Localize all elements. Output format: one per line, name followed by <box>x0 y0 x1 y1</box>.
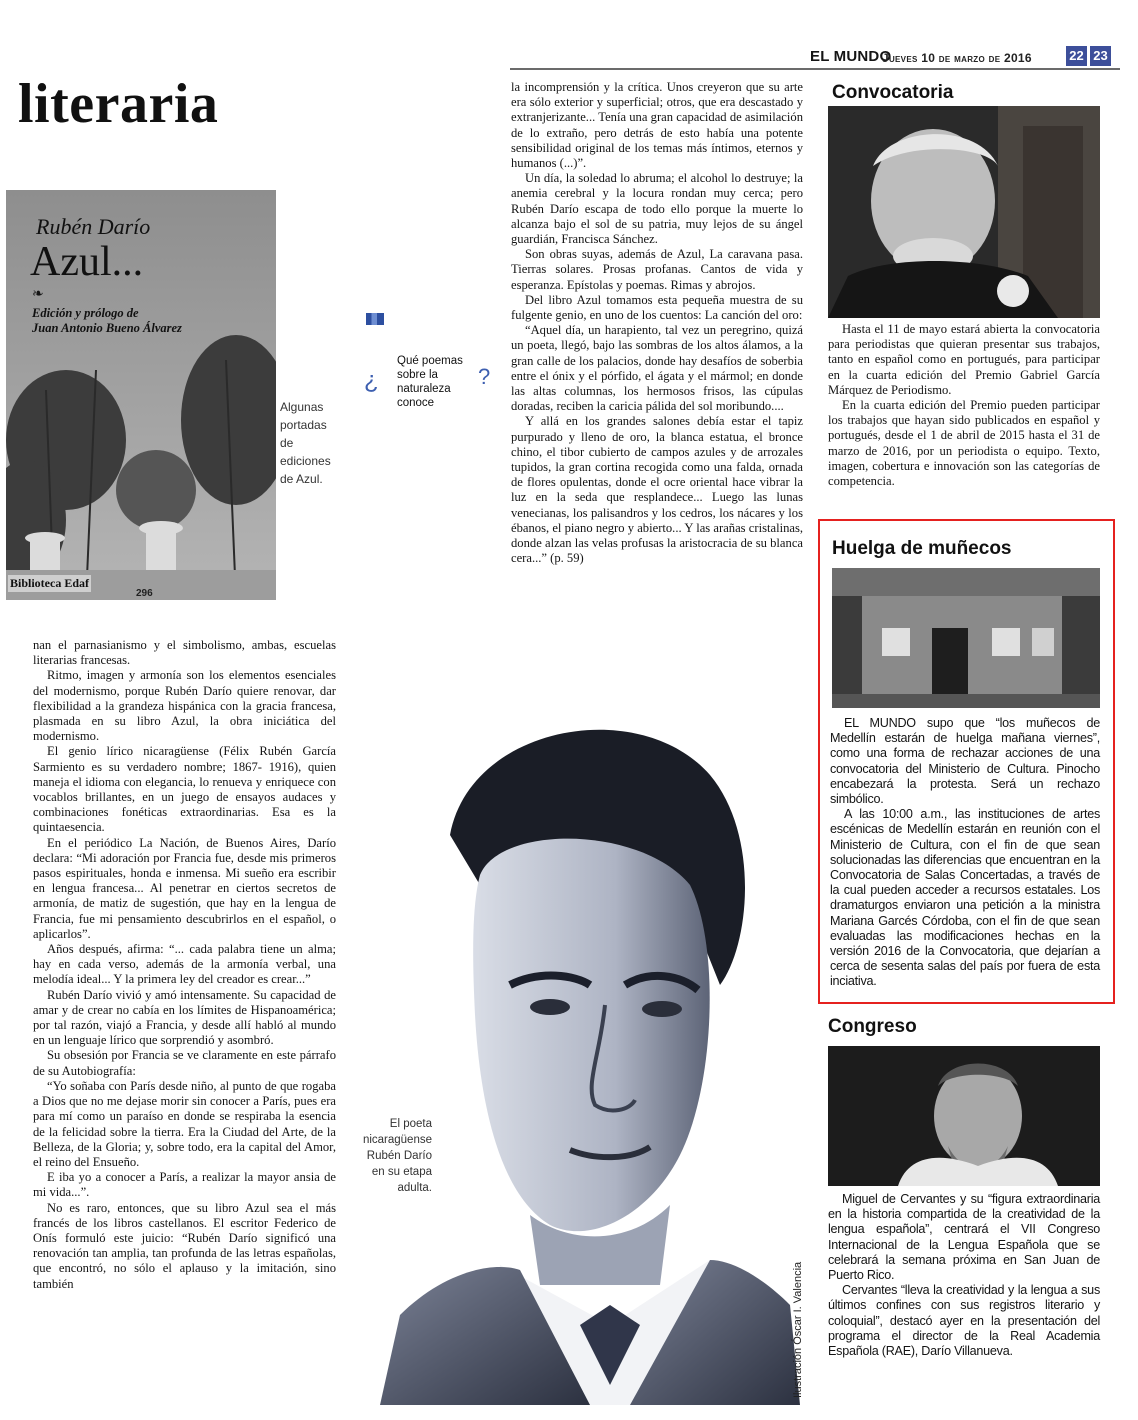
huelga-photo <box>832 568 1100 708</box>
huelga-heading: Huelga de muñecos <box>832 538 1012 559</box>
huelga-body <box>830 716 1100 990</box>
portrait-caption: El poeta nicaragüense Rubén Darío en su etapa adulta. <box>362 1118 432 1194</box>
page-number-left: 22 <box>1066 46 1087 66</box>
paragraph: Su obsesión por Francia se ve claramente en este párrafo de su Autobiografía: <box>33 1048 336 1078</box>
publication-date: Jueves 10 de marzo de 2016 <box>882 51 1032 65</box>
paragraph: nan el parnasianismo y el simbolismo, ambas, escuelas literarias francesas. <box>33 638 336 668</box>
cervantes-portrait-photo <box>828 1046 1100 1186</box>
paragraph: Un día, la soledad lo abruma; el alcohol lo destruye; la anemia cerebral y la locura rondan muy cerca; pero Rubén Darío escapa de todo ello porque la muerte lo alcanza bajo el sol de su patria, muy lejos de su ángel guardián, Francisca Sánchez. <box>511 171 803 247</box>
paragraph: Miguel de Cervantes y su “figura extraordinaria en la historia compartida de la creatividad de la lengua española”, centrará el VII Congreso Internacional de la Lengua Española que se celebrará la semana próxima en San Juan de Puerto Rico. <box>828 1192 1100 1283</box>
question-open-mark: ¿ <box>364 367 379 394</box>
cover-edition-line2: Juan Antonio Bueno Álvarez <box>32 321 182 335</box>
section-title: literaria <box>18 73 219 135</box>
paragraph: E iba yo a conocer a París, a realizar la mayor ansia de mi vida...”. <box>33 1170 336 1200</box>
paragraph: Años después, afirma: “... cada palabra tiene un alma; hay en cada verso, además de la armonía verbal, una melodía ideal... Y la primera ley del creador es crear...” <box>33 942 336 987</box>
article-column-middle <box>511 80 803 567</box>
paragraph: Y allá en los grandes salones debía estar el tapiz purpurado y lleno de oro, la blanca estatua, el bronce chino, el tibor cubierto de campos azules y de arrozales tupidos, la gran cortina recogida como una falda, ornada de flores opulentas, donde el ocre oriental hace vibrar la luz en la seda que resplandece... Luego las lunas venecianas, los palisandros y los cedros, los nácares y los ébanos, el piano negro y abierto... Y las arañas cristalinas, donde alzan las velas profusas la aristocracia de su blanca cera...” (p. 59) <box>511 414 803 566</box>
paragraph: EL MUNDO supo que “los muñecos de Medellín estarán de huelga mañana viernes”, como una forma de rechazar acciones de una convocatoria del Ministerio de Cultura. Pinocho encabezará la protesta. Será un rechazo simbólico. <box>830 716 1100 807</box>
illustration-credit: Ilustración Óscar I. Valencia <box>792 1261 804 1398</box>
cover-publisher: Biblioteca Edaf <box>10 576 90 590</box>
paragraph: Rubén Darío vivió y amó intensamente. Su capacidad de amar y de crear no cabía en los límites de Hispanoamérica; por tal razón, viajó a Francia, y desde allí habló al mundo en un lenguaje lírico que sorprendió y asombró. <box>33 987 336 1048</box>
paragraph: En el periódico La Nación, de Buenos Aires, Darío declara: “Mi adoración por Francia fue, desde mis primeros pasos espirituales, honda e inmensa. Mi sueño era escribir en lengua francesa... Al penetrar en ciertos secretos de armonía, de matiz de sugestión, que hay en la lengua de Francia, fue mi pensamiento descubrirlos en el español, o aplicarlos”. <box>33 835 336 941</box>
cover-edition <box>32 306 182 336</box>
congreso-photo <box>828 1046 1100 1186</box>
article-column-left <box>33 638 336 1292</box>
theater-facade-photo <box>832 568 1100 708</box>
book-cover-image <box>6 190 276 600</box>
paragraph: “Aquel día, un harapiento, tal vez un peregrino, quizá un poeta, llegó, bajo las sombras de los altos álamos, a la gran calle de los palacios, donde hay desafíos de soberbia entre el ónix y el pórfido, el ágata y el mármol; en donde las altas columnas, los hermosos frisos, las cúpulas doradas, reciben la caricia pálida del sol moribundo.... <box>511 323 803 414</box>
paragraph: Del libro Azul tomamos esta pequeña muestra de su fulgente genio, en uno de los cuentos: La canción del oro: <box>511 292 803 323</box>
convocatoria-photo <box>828 106 1100 318</box>
question-text: Qué poemas sobre la naturaleza conoce <box>397 355 463 409</box>
cover-title: Azul... <box>30 239 144 285</box>
paragraph: El genio lírico nicaragüense (Félix Rubén García Sarmiento es su verdadero nombre; 1867- 1916), quien maneja el idioma con elegancia, lo renueva y enriquece con vocablos brillantes, en un juego de ensayos audaces y combinaciones fonéticas extraordinarias. Esa es la quintaesencia. <box>33 744 336 835</box>
cover-author: Rubén Darío <box>36 214 151 239</box>
cover-edition-line1: Edición y prólogo de <box>32 306 139 320</box>
paragraph: En la cuarta edición del Premio pueden participar los trabajos que hayan sido publicados en español y portugués, desde el 1 de abril de 2015 hasta el 31 de marzo de 2016, por un periodista o equipo. Texto, imagen, cobertura e innovación son las categorías de competencia. <box>828 398 1100 489</box>
publication-name: EL MUNDO <box>810 48 892 65</box>
portrait-illustration <box>380 685 800 1405</box>
convocatoria-heading: Convocatoria <box>832 82 954 103</box>
ruben-dario-portrait <box>380 685 800 1405</box>
paragraph: Cervantes “lleva la creatividad y la lengua a sus últimos confines con sus registros literario y coloquial”, destacó ayer en la presentación del programa el director de la Real Academia Española (RAE), Darío Villanueva. <box>828 1283 1100 1359</box>
paragraph: No es raro, entonces, que su libro Azul sea el más francés de los libros castellanos. El escritor Federico de Onís formuló este juicio: “Rubén Darío significó una renovación tan amplia, tan profunda de las letras españolas, que encontró, no sólo el aplauso y la imitación, sino también <box>33 1200 336 1291</box>
question-box-marker <box>366 313 384 325</box>
paragraph: la incomprensión y la crítica. Unos creyeron que su arte era sólo exterior y superficial; otros, que era descastado y extranjerizante... Tenía una gran capacidad de asimilación de lo extraño, pero detrás de esto había una potente sensibilidad original de los temas más íntimos, eternos y humanos (...)”. <box>511 80 803 171</box>
header-rule <box>510 68 1120 70</box>
garcia-marquez-photo <box>828 106 1100 318</box>
page-number-right: 23 <box>1090 46 1111 66</box>
paragraph: A las 10:00 a.m., las instituciones de artes escénicas de Medellín estarán en reunión con el Ministerio de Cultura, con el fin de que sean solucionadas las diferencias que encuentran en la Convocatoria de Salas Concertadas, a través de la cual pueden acceder a recursos estatales. Los dramaturgos enviaron una petición a la ministra Mariana Garcés Córdoba, con el fin de que sean evaluadas las modificaciones hechas en la versión 2016 de la Convocatoria, que dejarían a cerca de sesenta salas del país por fuera de esta inciativa. <box>830 807 1100 989</box>
congreso-heading: Congreso <box>828 1016 917 1037</box>
paragraph: Son obras suyas, además de Azul, La caravana pasa. Tierras solares. Prosas profanas. Cantos de vida y esperanza. Epístolas y poemas. Rimas y abrojos. <box>511 247 803 292</box>
paragraph: Ritmo, imagen y armonía son los elementos esenciales del modernismo, porque Rubén Darío quiere renovar, dar flexibilidad a la grandeza hispánica con la gracia francesa, plasmada en su libro Azul, la obra iniciática del modernismo. <box>33 668 336 744</box>
congreso-body <box>828 1192 1100 1359</box>
cover-caption-text: Algunas portadas de ediciones de Azul. <box>280 400 331 486</box>
svg-text:296: 296 <box>136 588 153 599</box>
ornament-icon: ❧ <box>32 287 44 302</box>
paragraph: Hasta el 11 de mayo estará abierta la convocatoria para periodistas que quieran presentar sus trabajos, tanto en español como en portugués, para participar en la cuarta edición del Premio Gabriel García Márquez de Periodismo. <box>828 322 1100 397</box>
question-close-mark: ? <box>478 364 491 389</box>
paragraph: “Yo soñaba con París desde niño, al punto de que rogaba a Dios que no me dejase morir sin conocer a París, pues era para mí como un paraíso en donde se respiraba la esencia de la felicidad sobre la tierra. Era la Ciudad del Arte, de la Belleza, de la Gloria; y, sobre todo, era la capital del Amor, el reino del Ensueño. <box>33 1078 336 1169</box>
masthead <box>800 46 1120 68</box>
convocatoria-body <box>828 322 1100 489</box>
cover-caption <box>280 398 340 488</box>
